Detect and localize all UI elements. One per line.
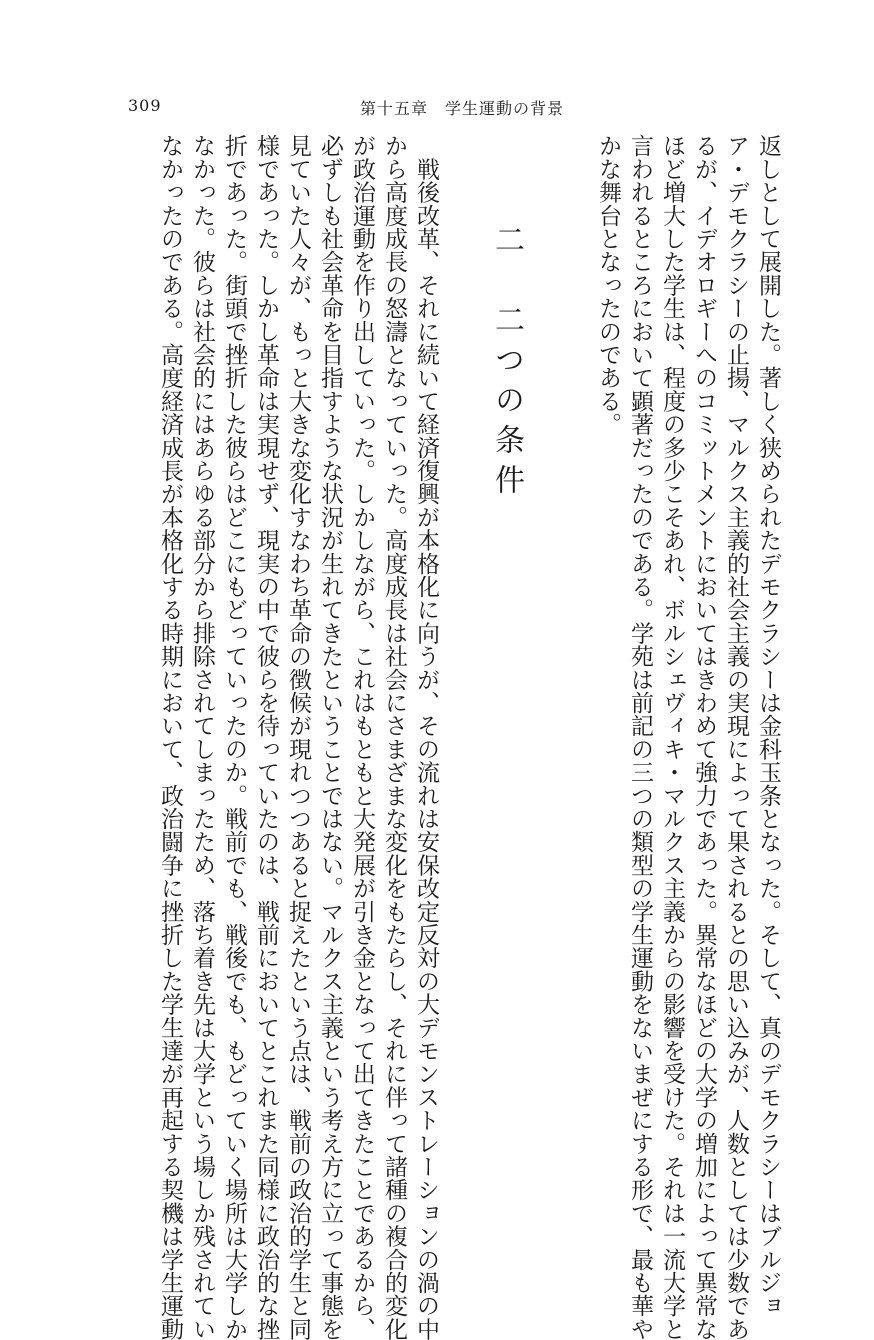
running-header: 第十五章 学生運動の背景 bbox=[360, 99, 565, 118]
text-column: なかったのである。高度経済成長が本格化する時期において、政治闘争に挫折した学生達が再起する契機は学生運動 bbox=[157, 134, 183, 1340]
text-column: なかった。彼らは社会的にはあらゆる部分から排除されてしまったため、落ち着き先は大学という場しか残されてい bbox=[189, 134, 215, 1340]
text-column: 見ていた人々が、もっと大きな変化すなわち革命の徴候が現れつつあると捉えたという点は、戦前の政治的学生と同 bbox=[285, 134, 311, 1340]
text-column: 折であった。街頭で挫折した彼らはどこにもどっていったのか。戦前でも、戦後でも、もどっていく場所は大学しか bbox=[221, 134, 247, 1340]
text-column: 様であった。しかし革命は実現せず、現実の中で彼らを待っていたのは、戦前においてとこれまた同様に政治的な挫 bbox=[253, 134, 279, 1340]
text-column: 必ずしも社会革命を目指すような状況が生れてきたということではない。マルクス主義という考え方に立って事態を bbox=[317, 134, 343, 1340]
page-number: 309 bbox=[128, 96, 162, 115]
text-column: 言われるところにおいて顕著だったのである。学苑は前記の三つの類型の学生運動をないまぜにする形で、最も華や bbox=[627, 134, 653, 1340]
text-column: るが、イデオロギーへのコミットメントにおいてはきわめて強力であった。異常なほどの大学の増加によって異常な bbox=[691, 134, 717, 1340]
text-column: ほど増大した学生は、程度の多少こそあれ、ボルシェヴィキ・マルクス主義からの影響を受けた。それは一流大学と bbox=[659, 134, 685, 1340]
text-column: 返しとして展開した。著しく狭められたデモクラシーは金科玉条となった。そして、真のデモクラシーはブルジョ bbox=[755, 134, 781, 1318]
text-column: が政治運動を作り出していった。しかしながら、これはもともと大発展が引き金となって出てきたことであるから、 bbox=[349, 134, 375, 1340]
text-column: かな舞台となったのである。 bbox=[595, 134, 621, 436]
section-heading: 二 二つの条件 bbox=[489, 224, 524, 504]
text-column: 戦後改革、それに続いて経済復興が本格化に向うが、その流れは安保改定反対の大デモンストレーションの渦の中 bbox=[413, 134, 439, 1340]
text-column: から高度成長の怒濤となっていった。高度成長は社会にさまざまな変化をもたらし、それに伴って諸種の複合的変化 bbox=[381, 134, 407, 1340]
text-column: ア・デモクラシーの止揚、マルクス主義的社会主義の実現によって果されるとの思い込みが、人数としては少数であ bbox=[723, 134, 749, 1340]
